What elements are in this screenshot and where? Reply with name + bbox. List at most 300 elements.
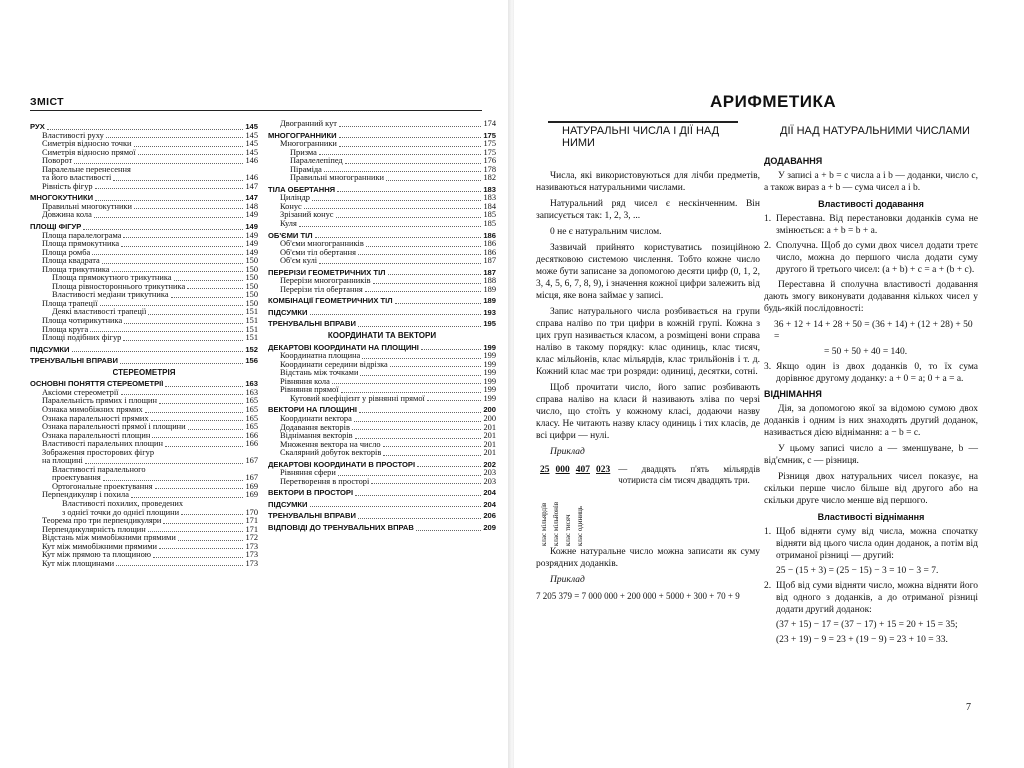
toc-page-number: 173 [245,550,258,560]
toc-entry [268,286,496,295]
property-example [764,619,978,631]
toc-entry-title: ТРЕНУВАЛЬНІ ВПРАВИ [268,512,356,521]
toc-page-number: 150 [245,273,258,283]
toc-page-number: 173 [245,558,258,568]
toc-page-number: 145 [245,122,258,131]
toc-dot-leader [383,446,482,447]
toc-entry-title: Рівняння сфери [280,469,336,478]
toc-entry [268,194,496,203]
formula: = 50 + 50 + 40 = 140. [824,347,908,357]
toc-entry [30,140,258,149]
toc-entry [30,415,258,424]
toc-entry [30,132,258,141]
toc-page-number: 166 [245,439,258,449]
paragraph: У цьому записі число a — зменшуване, b — від'ємник, c — різниця. [764,444,978,466]
toc-section-heading [268,132,496,141]
toc-entry [30,183,258,192]
toc-page-number: 186 [483,239,496,249]
item-number: 2. [764,581,772,591]
toc-entry-title: Рівняння прямої [280,386,339,395]
right-page [514,0,1024,768]
toc-page-number: 201 [483,422,496,432]
toc-entry-title: Паралелепіпед [290,157,343,166]
item-number: 1. [764,527,772,537]
toc-entry-title: Властивості руху [42,131,104,140]
toc-entry-title: Ознака паралельності прямої і площини [42,423,186,432]
toc-dot-leader [332,383,482,384]
item-text: (23 + 19) − 9 = 23 + (19 − 9) = 23 + 10 = 33. [776,635,948,645]
subsection-title-addition: ДОДАВАННЯ [764,156,823,166]
item-number [764,565,776,577]
toc-page-number: 206 [483,511,496,521]
property-item [764,361,978,385]
toc-entry-title: ПЛОЩІ ФІГУР [30,223,82,232]
toc-entry [30,291,258,300]
toc-page-number: 170 [245,507,258,517]
toc-entry-title: Кут між мимобіжними прямими [42,542,157,551]
toc-dot-leader [339,146,482,147]
toc-page-number: 175 [483,139,496,149]
toc-page-number: 209 [483,522,496,532]
toc-entry [268,378,496,387]
toc-dot-leader [337,191,481,192]
toc-entry-title: Перерізи многогранників [280,277,371,286]
toc-entry-title: Відстань між точками [280,369,359,378]
toc-entry-title: Відстань між мимобіжними прямими [42,534,176,543]
toc-entry [268,140,496,149]
toc-dot-leader [83,229,243,230]
toc-entry [30,534,258,543]
toc-entry-title: Площа трикутника [42,265,110,274]
toc-dot-leader [366,246,482,247]
toc-entry [30,334,258,343]
toc-dot-leader [355,438,482,439]
toc-page-number: 167 [245,456,258,466]
item-number [764,619,776,631]
toc-page-number: 145 [245,139,258,149]
toc-page-number: 200 [483,413,496,423]
toc-entry-title: Об'єм кулі [280,257,318,266]
toc-entry [30,500,258,509]
toc-entry-title: Многогранники [280,140,337,149]
toc-section-heading [30,194,258,203]
text-column-left [536,170,760,605]
toc-entry-title: Властивості паралельних площин [42,440,164,449]
toc-entry [30,240,258,249]
toc-entry-title: ТІЛА ОБЕРТАННЯ [268,185,336,194]
toc-dot-leader [151,420,244,421]
toc-dot-leader [112,271,244,272]
toc-entry [30,449,258,458]
toc-page-number: 182 [483,173,496,183]
toc-entry-title: Кутовий коефіцієнт у рівнянні прямої [290,394,425,403]
toc-dot-leader [365,291,482,292]
toc-dot-leader [124,323,243,324]
toc-dot-leader [47,129,244,130]
toc-entry [30,211,258,220]
toc-dot-leader [427,400,482,401]
paragraph: Зазвичай прийнято користуватись позиційною десятковою системою числення. Тобто кожне число може бути записане за допомогою десяти цифр (0, 1, 2, 3, 4, 5, 6, 7, 8, 9), і значення кожної цифри залежить від місця, яке вона займає у записі. [536,243,760,301]
toc-section-heading [268,232,496,241]
toc-page-number: 145 [245,130,258,140]
toc-page-number: 150 [245,298,258,308]
toc-entry-title: ПІДСУМКИ [268,500,308,509]
toc-entry [268,203,496,212]
toc-dot-leader [345,163,482,164]
toc-entry-title: Віднімання векторів [280,432,353,441]
toc-page-number: 172 [245,533,258,543]
toc-dot-leader [178,540,244,541]
toc-dot-leader [159,548,243,549]
toc-entry [30,166,258,175]
toc-page-number: 201 [483,431,496,441]
toc-page-number: 149 [245,210,258,220]
toc-column-left [30,120,258,568]
toc-page-number: 189 [483,296,496,306]
toc-page-number: 187 [483,256,496,266]
toc-page-number: 150 [245,264,258,274]
toc-page-number: 199 [483,368,496,378]
toc-entry [30,266,258,275]
toc-page-number: 171 [245,516,258,526]
toc-page-number: 150 [245,281,258,291]
item-number: 1. [764,214,772,224]
toc-dot-leader [134,208,243,209]
toc-dot-leader [319,154,482,155]
toc-entry [30,283,258,292]
toc-page-number: 195 [483,319,496,329]
paragraph: Дія, за допомогою якої за відомою сумою двох доданків і одним із них знаходять другий доданок, називається дією віднімання: a − b = c. [764,404,978,438]
toc-entry-title: Теорема про три перпендикуляри [42,517,162,526]
toc-entry-title: ТРЕНУВАЛЬНІ ВПРАВИ [30,357,118,366]
toc-entry [268,478,496,487]
toc-entry-title: Ортогональне проектування [52,482,153,491]
toc-page-number: 203 [483,468,496,478]
toc-page-number: 186 [483,247,496,257]
toc-page-number: 152 [245,344,258,354]
toc-page-number: 173 [245,541,258,551]
class-labels [540,476,610,546]
toc-dot-leader [359,412,481,413]
toc-entry-title: Властивості похилих, проведених [62,499,184,508]
toc-page-number: 165 [245,422,258,432]
toc-entry-title: ВЕКТОРИ НА ПЛОЩИНІ [268,406,357,415]
toc-entry-title: ОБ'ЄМИ ТІЛ [268,231,313,240]
toc-page-number: 151 [245,307,258,317]
toc-entry [268,277,496,286]
toc-page-number: 163 [245,387,258,397]
toc-entry-title: Двогранний кут [280,120,337,128]
toc-entry-title: ПІДСУМКИ [30,345,70,354]
toc-entry [30,551,258,560]
section-title-operations: ДІЇ НАД НАТУРАЛЬНИМИ ЧИСЛАМИ [780,125,970,137]
toc-entry-title: Кут між площинами [42,559,115,568]
toc-dot-leader [338,475,482,476]
toc-entry-title: ДЕКАРТОВІ КООРДИНАТИ В ПРОСТОРІ [268,460,416,469]
toc-page-number: 186 [483,230,496,240]
paragraph: Переставна й сполучна властивості додавання дають змогу виконувати додавання кількох чисел у будь-якій послідовності: [764,280,978,314]
toc-entry [268,415,496,424]
section-title-natural-numbers: НАТУРАЛЬНІ ЧИСЛА І ДІЇ НАД НИМИ [562,125,722,149]
toc-page-number: 176 [483,156,496,166]
toc-dot-leader [153,557,243,558]
toc-entry [30,274,258,283]
toc-entry-title: Площа прямокутного трикутника [52,274,172,283]
digit-group: 25 [540,465,550,475]
toc-entry [30,543,258,552]
paragraph: Запис натурального числа розбивається на групи справа наліво по три цифри в кожній групі. Кожна з цих груп називається класом, а розміщені вони справа наліво в такому порядку: клас одиниць, клас тисяч, клас мільйонів, клас мільярдів, клас трильйонів і т. д. Кожний клас має три розряди: одиниці, десятки, сотні. [536,307,760,377]
toc-entry-title: Властивості паралельного [52,465,146,474]
toc-page-number: 149 [245,247,258,257]
toc-page-number: 151 [245,333,258,343]
toc-page-number: 204 [483,499,496,509]
subsection-title-subtraction: ВІДНІМАННЯ [764,389,822,399]
toc-page-number: 178 [483,164,496,174]
toc-page-number: 171 [245,524,258,534]
toc-page-number: 167 [245,473,258,483]
toc-section-heading [268,489,496,498]
toc-entry-title: Властивості медіани трикутника [52,291,169,300]
item-number: 3. [764,362,772,372]
example-label: Приклад [550,447,585,457]
toc-entry-title: РУХ [30,123,45,131]
toc-page-number: 169 [245,490,258,500]
toc-section-heading [268,320,496,329]
toc-page-number: 204 [483,488,496,498]
toc-page-number: 202 [483,459,496,469]
toc-dot-leader [383,455,481,456]
toc-entry-title: Координати вектора [280,414,352,423]
toc-dot-leader [95,188,244,189]
toc-section-heading [268,524,496,533]
toc-entry [30,308,258,317]
toc-entry-title: Зрізаний конус [280,211,334,220]
toc-entry-title: Площа чотирикутника [42,317,123,326]
toc-entry-title: Координатна площина [280,352,361,361]
toc-entry-title: Циліндр [280,194,310,203]
toc-dot-leader [181,514,243,515]
toc-entry-title: КООРДИНАТИ ТА ВЕКТОРИ [327,332,437,341]
toc-entry [268,257,496,266]
toc-page-number: 199 [483,376,496,386]
toc-page-number: 174 [483,119,496,128]
toc-entry-title: Призма [290,148,317,157]
class-label: клас мільйонів [552,501,560,546]
toc-dot-leader [94,217,244,218]
toc-entry [268,469,496,478]
toc-dot-leader [121,246,243,247]
toc-dot-leader [159,403,243,404]
number-reading: — двадцять п'ять мільярдів чотириста сім тисяч двадцять три. [618,464,760,485]
toc-entry-title: Піраміда [290,165,322,174]
paragraph: Натуральний ряд чисел є нескінченним. Він записується так: 1, 2, 3, ... [536,199,760,221]
toc-entry-title: ПЕРЕРІЗИ ГЕОМЕТРИЧНИХ ТІЛ [268,268,386,277]
toc-page-number: 187 [483,267,496,277]
toc-entry-title: ДЕКАРТОВІ КООРДИНАТИ НА ПЛОЩИНІ [268,343,419,352]
toc-dot-leader [352,429,482,430]
toc-dot-leader [373,283,482,284]
toc-entry [268,395,496,404]
toc-dot-leader [100,305,244,306]
toc-section-heading [268,186,496,195]
toc-page-number: 150 [245,290,258,300]
toc-page-number: 199 [483,342,496,352]
toc-section-heading [30,357,258,366]
text-column-right [764,152,978,649]
toc-dot-leader [315,237,482,238]
subtraction-properties-title: Властивості віднімання [817,512,925,522]
toc-dot-leader [341,392,482,393]
toc-dot-leader [123,237,243,238]
toc-dot-leader [95,200,243,201]
item-text: (37 + 15) − 17 = (37 − 17) + 15 = 20 + 15 = 35; [776,620,958,630]
toc-entry [30,326,258,335]
item-text: Якщо один із двох доданків 0, то їх сума дорівнює другому доданку: a + 0 = a; 0 + a = a. [776,362,978,384]
toc-entry-title: Площа прямокутника [42,240,120,249]
toc-page-number: 201 [483,448,496,458]
toc-entry-title: з однієї точки до однієї площини [62,508,180,517]
toc-page-number: 201 [483,439,496,449]
paragraph: Кожне натуральне число можна записати як суму розрядних доданків. [536,547,760,569]
toc-entry-title: МНОГОГРАННИКИ [268,131,337,140]
toc-entry-title: Аксіоми стереометрії [42,388,119,397]
toc-entry [268,166,496,175]
toc-dot-leader [354,421,482,422]
toc-page-number: 185 [483,210,496,220]
property-item [764,213,978,237]
toc-entry-title: Додавання векторів [280,423,350,432]
toc-page-number: 147 [245,193,258,203]
toc-page-number: 156 [245,356,258,366]
toc-dot-leader [358,326,481,327]
toc-page-number: 184 [483,201,496,211]
number-digits [540,464,610,476]
toc-dot-leader [145,412,244,413]
toc-dot-leader [355,495,481,496]
toc-dot-leader [312,200,481,201]
toc-page-number: 149 [245,239,258,249]
toc-page-number: 200 [483,405,496,415]
toc-entry [268,432,496,441]
toc-dot-leader [134,146,244,147]
toc-dot-leader [72,351,244,352]
toc-entry [268,211,496,220]
toc-dot-leader [371,483,481,484]
toc-dot-leader [358,254,481,255]
toc-entry [268,220,496,229]
item-number: 2. [764,241,772,251]
toc-page-number: 189 [483,284,496,294]
toc-entry [268,120,496,129]
toc-entry [268,149,496,158]
toc-entry-title: Площа круга [42,325,89,334]
toc-entry [30,483,258,492]
toc-dot-leader [120,363,243,364]
toc-section-heading [30,346,258,355]
toc-entry [30,157,258,166]
toc-entry-title: Площі подібних фігур [42,334,122,343]
toc-entry [268,352,496,361]
toc-dot-leader [304,208,482,209]
toc-dot-leader [339,126,481,127]
formula: 36 + 12 + 14 + 28 + 50 = (36 + 14) + (12 + 28) + 50 = [774,320,973,342]
toc-page-number: 147 [245,181,258,191]
toc-dot-leader [90,331,243,332]
item-number [764,634,776,646]
digit-group: 000 [555,465,570,475]
item-text: Сполучна. Щоб до суми двох чисел додати третє число, можна до першого числа додати суму другого й третього чисел: (a + b) + c = a + (b + c). [776,241,978,275]
toc-dot-leader [138,154,244,155]
toc-dot-leader [187,288,243,289]
paragraph: У записі a + b = c числа a і b — доданки, число c, а також вираз a + b — сума чисел a і b. [764,171,978,193]
toc-entry [30,300,258,309]
toc-dot-leader [299,226,482,227]
toc-entry [268,249,496,258]
toc-entry-title: Площа трапеції [42,299,98,308]
property-item [764,580,978,616]
toc-dot-leader [85,463,244,464]
item-text: 25 − (15 + 3) = (25 − 15) − 3 = 10 − 3 = 7. [776,566,939,576]
toc-entry-title: Правильні многогранники [290,174,385,183]
property-item [764,526,978,562]
toc-entry-title: Скалярний добуток векторів [280,449,382,458]
toc-entry-title: Площа рівностороннього трикутника [52,282,186,291]
toc-entry [30,526,258,535]
toc-entry [268,369,496,378]
example-label: Приклад [550,575,585,585]
toc-dot-leader [388,274,482,275]
toc-entry-title: Куля [280,220,297,229]
toc-entry [30,397,258,406]
digit-group: 407 [575,465,590,475]
toc-entry [30,432,258,441]
toc-entry-title: ВЕКТОРИ В ПРОСТОРІ [268,489,354,498]
toc-page-number: 199 [483,393,496,403]
toc-dot-leader [390,366,482,367]
toc-page-number: 163 [245,379,258,389]
toc-dot-leader [421,349,481,350]
toc-entry-title: Рівність фігур [42,182,93,191]
toc-dot-leader [152,437,243,438]
property-example [764,634,978,646]
paragraph: Числа, які використовуються для лічби предметів, називаються натуральними числами. [536,171,760,193]
toc-entry-title: Перпендикуляр і похила [42,491,129,500]
toc-divider [30,110,482,111]
item-text: Щоб відняти суму від числа, можна спочатку відняти від цього числа один доданок, а потім від отриманої різниці — другий: [776,527,978,561]
toc-page-number: 148 [245,201,258,211]
toc-page-number: 146 [245,156,258,166]
toc-entry [30,406,258,415]
toc-dot-leader [360,375,481,376]
toc-dot-leader [324,171,482,172]
paragraph: Різниця двох натуральних чисел показує, на скільки перше число більше від другого або на скільки друге число менше від першого. [764,472,978,506]
addition-properties-title: Властивості додавання [818,199,924,209]
toc-page-number: 169 [245,481,258,491]
toc-page-number: 203 [483,476,496,486]
toc-page-number: 149 [245,222,258,232]
toc-entry-title: Перпендикулярність площин [42,525,146,534]
toc-entry-title: Рівняння кола [280,377,330,386]
toc-entry-title: ОСНОВНІ ПОНЯТТЯ СТЕРЕОМЕТРІЇ [30,380,164,389]
toc-dot-leader [336,217,482,218]
toc-page-number: 183 [483,184,496,194]
toc-dot-leader [131,497,244,498]
toc-entry [30,257,258,266]
toc-entry-title: Ознака мимобіжних прямих [42,405,143,414]
toc-entry-title: Кут між прямою та площиною [42,551,152,560]
toc-entry [30,466,258,475]
toc-dot-leader [339,137,482,138]
